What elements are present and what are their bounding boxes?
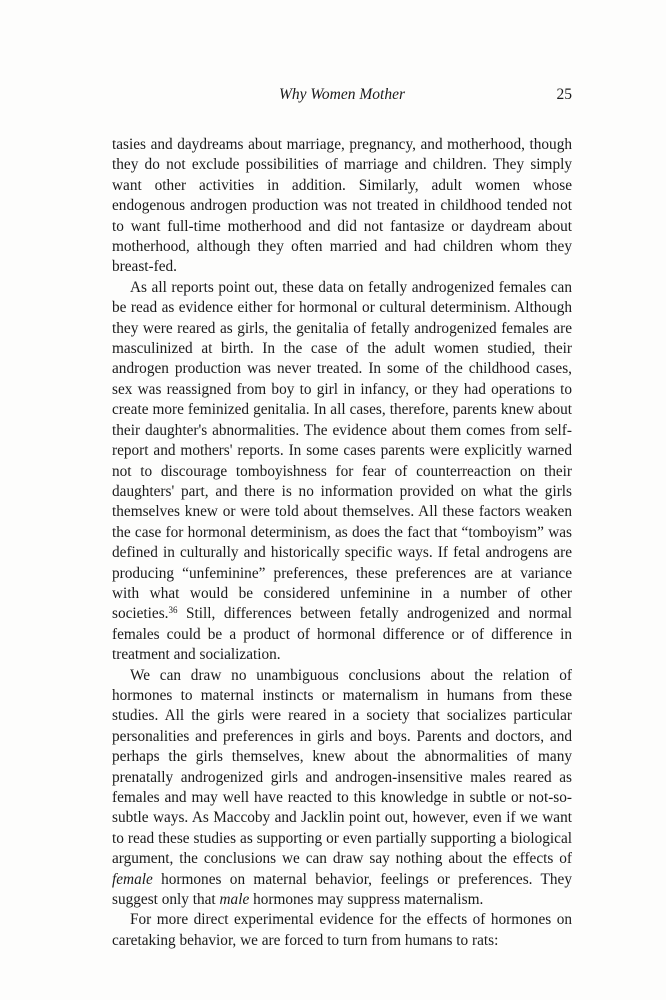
paragraph-2-text-continued: Still, differences between fetally androgenized and normal females could be a product of hormonal difference or of difference in treatment and socialization. [112,605,572,664]
emphasis-male: male [219,891,250,909]
paragraph-3-text-end: hormones may suppress maternalism. [249,891,484,909]
paragraph-2-text: As all reports point out, these data on fetally androgenized females can be read as evidence either for hormonal or cultural determinism. Although they were reared as girls, the genitalia of fetally androgenized females are masculinized at birth. In the case of the adult women studied, their androgen production was never treated. In some of the childhood cases, sex was reassigned from boy to girl in infancy, or they had operations to create more feminized genitalia. In all cases, therefore, parents knew about their daughter's abnormalities. The evidence about them comes from self-report and mothers' reports. In some cases parents were explicitly warned not to discourage tomboyishness for fear of counterreaction on their daughters' part, and there is no information provided on what the girls themselves knew or were told about themselves. All these factors weaken the case for hormonal determinism, as does the fact that “tomboyism” was defined in culturally and historically specific ways. If fetal androgens are producing “unfeminine” preferences, these preferences are at variance with what would be considered unfeminine in a number of other societies. [112,278,572,623]
paragraph-4: For more direct experimental evidence for the effects of hormones on caretaking behavior, we are forced to turn from humans to rats: [112,911,572,949]
paragraph-3-text-continued: hormones on maternal behavior, feelings or preferences. They suggest only that [112,870,572,909]
body-text [112,135,572,951]
page-number: 25 [556,86,572,103]
emphasis-female: female [112,870,153,888]
running-head [112,86,572,108]
footnote-reference: 36 [168,605,178,616]
paragraph-3 [112,666,572,911]
paragraph-3-text: We can draw no unambiguous conclusions about the relation of hormones to maternal instincts or maternalism in humans from these studies. All the girls were reared in a society that socializes particular personalities and preferences in girls and boys. Parents and doctors, and perhaps the girls themselves, knew about the abnormalities of many prenatally androgenized girls and androgen-insensitive males reared as females and may well have reacted to this knowledge in subtle or not-so-subtle ways. As Maccoby and Jacklin point out, however, even if we want to read these studies as supporting or even partially supporting a biological argument, the conclusions we can draw say nothing about the effects of [112,666,572,868]
paragraph-1: tasies and daydreams about marriage, pregnancy, and motherhood, though they do not exclude possibilities of marriage and children. They simply want other activities in addition. Similarly, adult women whose endogenous androgen production was not treated in childhood tended not to want full-time motherhood and did not fantasize or daydream about motherhood, although they often married and had children whom they breast-fed. [112,136,572,276]
paragraph-2 [112,278,572,666]
running-title: Why Women Mother [279,86,405,103]
